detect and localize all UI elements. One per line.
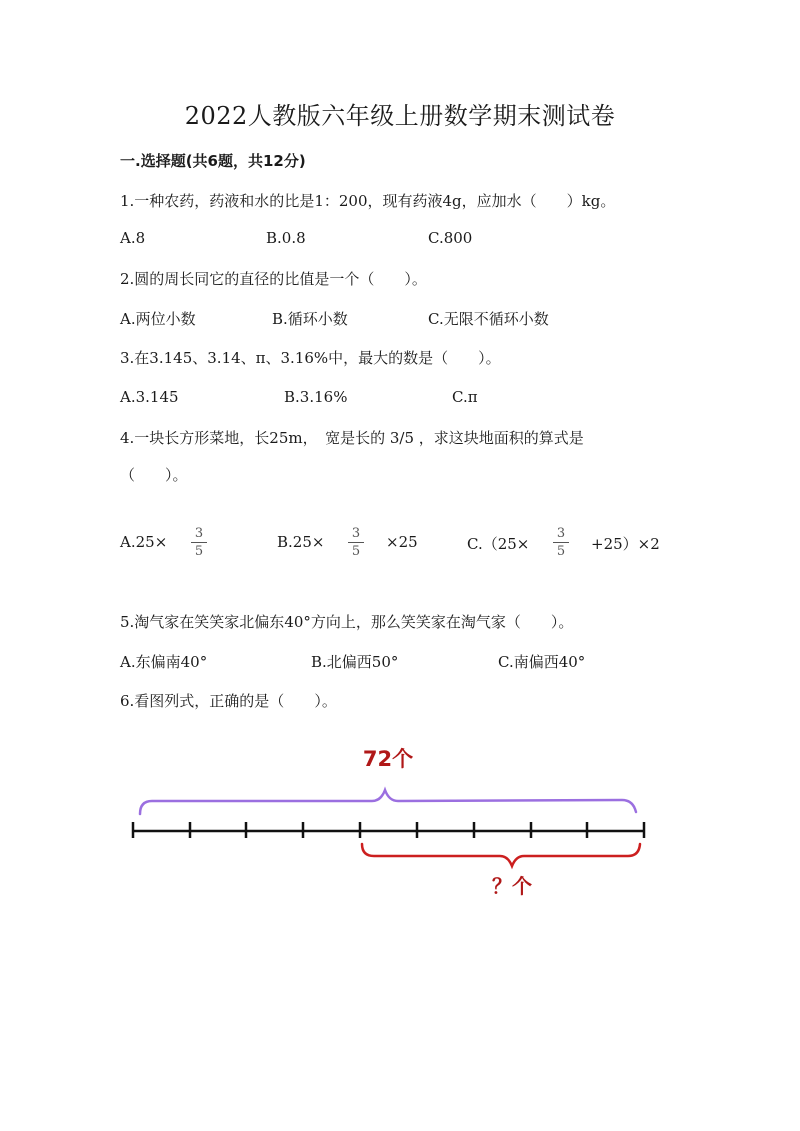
- q1-option-b[interactable]: B.0.8: [266, 229, 306, 247]
- question-3: 3.在3.145、3.14、π、3.16%中，最大的数是（ ）。: [120, 349, 501, 367]
- unknown-brace: [362, 844, 640, 866]
- q1-option-c[interactable]: C.800: [428, 229, 473, 247]
- q3-option-b[interactable]: B.3.16%: [284, 388, 348, 406]
- q4-option-c-tail: +25）×2: [591, 535, 660, 553]
- fraction-numerator: 3: [194, 526, 204, 541]
- q4-option-b[interactable]: B.25×: [277, 533, 325, 551]
- page-title: 2022人教版六年级上册数学期末测试卷: [184, 102, 616, 130]
- fraction-numerator: 3: [556, 526, 566, 541]
- q2-option-b[interactable]: B.循环小数: [272, 310, 348, 328]
- section-heading: 一.选择题(共6题，共12分): [120, 152, 306, 170]
- question-4-line-2: （ ）。: [120, 466, 188, 484]
- fraction-denominator: 5: [194, 544, 204, 559]
- fraction-denominator: 5: [556, 544, 566, 559]
- q3-option-a[interactable]: A.3.145: [120, 388, 179, 406]
- q4-option-b-tail: ×25: [386, 533, 418, 551]
- q1-option-a[interactable]: A.8: [120, 229, 146, 247]
- question-5: 5.淘气家在笑笑家北偏东40°方向上，那么笑笑家在淘气家（ ）。: [120, 613, 574, 631]
- q5-option-b[interactable]: B.北偏西50°: [311, 653, 399, 671]
- q2-option-c[interactable]: C.无限不循环小数: [428, 310, 549, 328]
- question-1: 1.一种农药，药液和水的比是1：200，现有药液4g，应加水（ ）kg。: [120, 192, 616, 210]
- total-brace: [140, 790, 636, 814]
- q2-option-a[interactable]: A.两位小数: [120, 310, 196, 328]
- q4-option-a[interactable]: A.25×: [120, 533, 168, 551]
- question-4-line-1: 4.一块长方形菜地，长25m， 宽是长的 3/5 ，求这块地面积的算式是: [120, 429, 584, 447]
- q3-option-c[interactable]: C.π: [452, 388, 478, 406]
- total-label: 72个: [362, 747, 414, 771]
- fraction-numerator: 3: [351, 526, 361, 541]
- fraction-denominator: 5: [351, 544, 361, 559]
- unknown-label: ？个: [492, 874, 532, 898]
- q4-option-c[interactable]: C.（25×: [467, 535, 530, 553]
- q5-option-a[interactable]: A.东偏南40°: [120, 653, 208, 671]
- question-6: 6.看图列式，正确的是（ ）。: [120, 692, 337, 710]
- q5-option-c[interactable]: C.南偏西40°: [498, 653, 586, 671]
- question-2: 2.圆的周长同它的直径的比值是一个（ ）。: [120, 270, 427, 288]
